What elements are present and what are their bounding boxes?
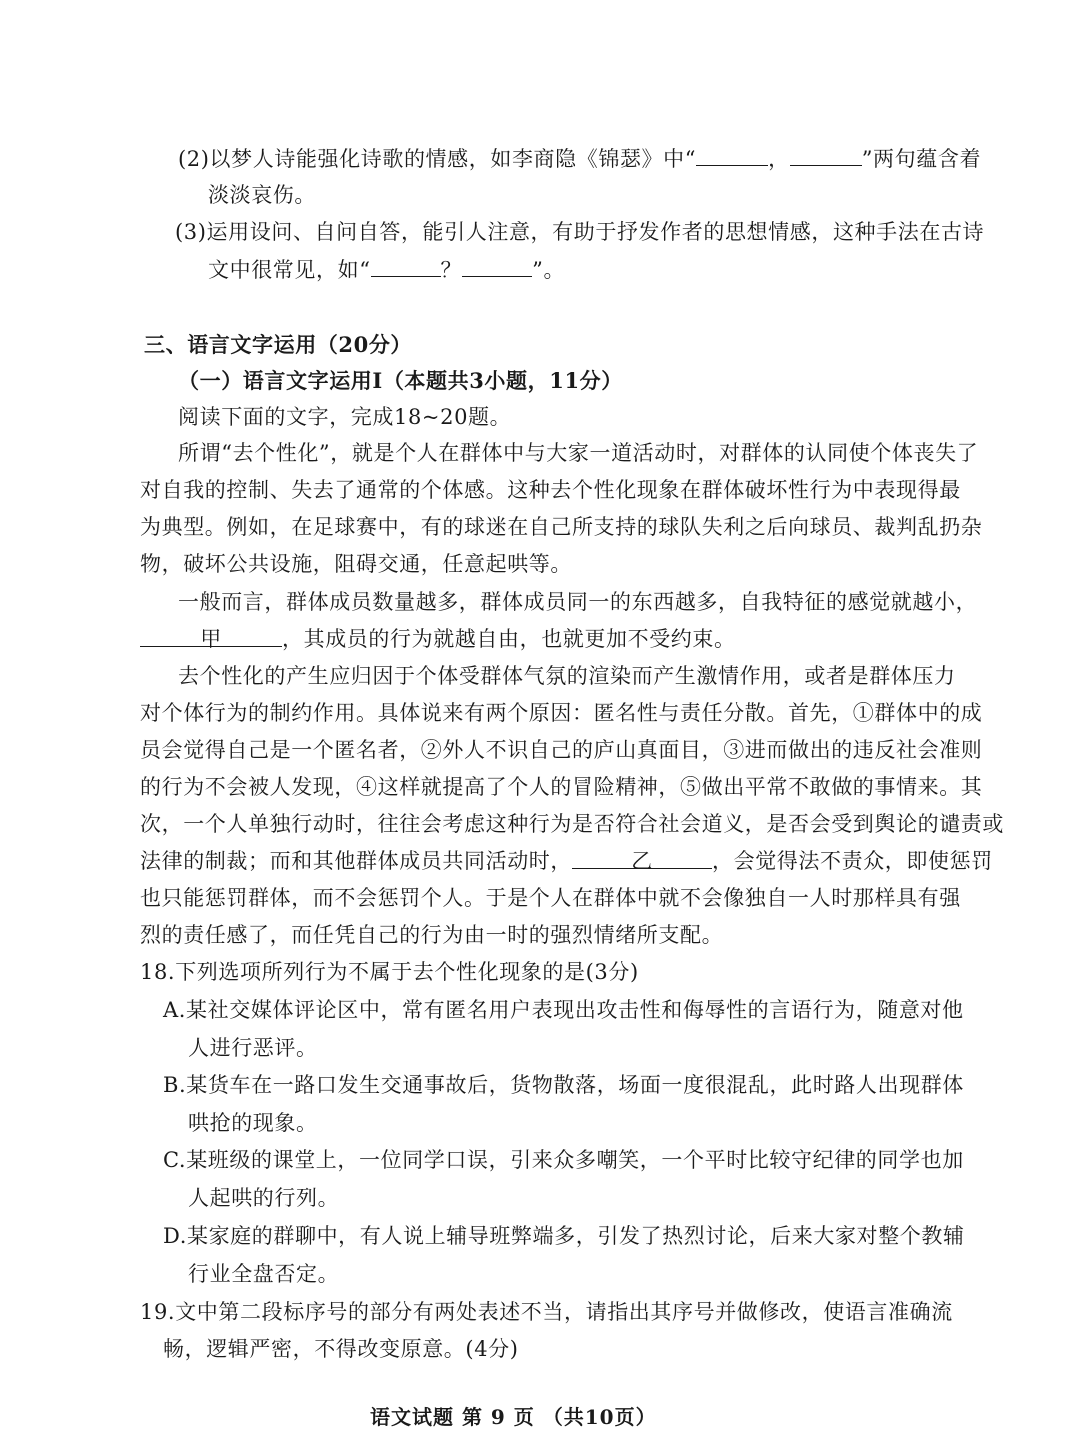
q18-option-c: C.某班级的课堂上，一位同学口误，引来众多嘲笑，一个平时比较守纪律的同学也加 xyxy=(163,1148,964,1172)
passage-line: 甲 ，其成员的行为就越自由，也就更加不受约束。 xyxy=(140,624,736,654)
page-footer: 语文试题 第 9 页 （共10页） xyxy=(370,1405,657,1429)
q19-stem: 19.文中第二段标序号的部分有两处表述不当，请指出其序号并做修改，使语言准确流 xyxy=(140,1300,953,1324)
q18-option-d-cont: 行业全盘否定。 xyxy=(188,1262,340,1286)
passage-line: 也只能惩罚群体，而不会惩罚个人。于是个人在群体中就不会像独自一人时那样具有强 xyxy=(140,886,961,910)
passage-line: 的行为不会被人发现，④这样就提高了个人的冒险精神，⑤做出平常不敢做的事情来。其 xyxy=(140,775,983,799)
answer-blank xyxy=(371,254,441,277)
q18-option-a: A.某社交媒体评论区中，常有匿名用户表现出攻击性和侮辱性的言语行为，随意对他 xyxy=(163,998,964,1022)
passage-line: 对个体行为的制约作用。具体说来有两个原因：匿名性与责任分散。首先，①群体中的成 xyxy=(140,701,983,725)
q18-option-b: B.某货车在一路口发生交通事故后，货物散落，场面一度很混乱，此时路人出现群体 xyxy=(163,1073,964,1097)
q19-stem-cont: 畅，逻辑严密，不得改变原意。(4分) xyxy=(163,1337,519,1361)
passage-line: 为典型。例如，在足球赛中，有的球迷在自己所支持的球队失利之后向球员、裁判乱扔杂 xyxy=(140,515,983,539)
answer-blank xyxy=(696,143,768,166)
blank-jia: 甲 xyxy=(140,624,282,647)
passage-line: 法律的制裁；而和其他群体成员共同活动时， 乙 ，会觉得法不责众，即使惩罚 xyxy=(140,846,993,876)
passage-line: 次，一个人单独行动时，往往会考虑这种行为是否符合社会道义，是否会受到舆论的谴责或 xyxy=(140,812,1004,836)
passage-line: 所谓“去个性化”，就是个人在群体中与大家一道活动时，对群体的认同使个体丧失了 xyxy=(178,441,979,465)
q18-option-b-cont: 哄抢的现象。 xyxy=(188,1111,318,1135)
answer-blank xyxy=(462,254,532,277)
section-heading: 三、语言文字运用（20分） xyxy=(144,332,413,357)
passage-line: 物，破坏公共设施，阻碍交通，任意起哄等。 xyxy=(140,552,572,576)
passage-line: 一般而言，群体成员数量越多，群体成员同一的东西越多，自我特征的感觉就越小， xyxy=(178,590,978,614)
q18-option-a-cont: 人进行恶评。 xyxy=(188,1036,318,1060)
q17-item3: (3)运用设问、自问自答，能引人注意，有助于抒发作者的思想情感，这种手法在古诗 xyxy=(175,220,985,244)
answer-blank xyxy=(790,143,862,166)
q17-item3-cont: 文中很常见，如“ ？ ”。 xyxy=(208,254,565,285)
blank-yi: 乙 xyxy=(572,846,712,869)
q18-option-d: D.某家庭的群聊中，有人说上辅导班弊端多，引发了热烈讨论，后来大家对整个教辅 xyxy=(163,1224,965,1248)
q18-stem: 18.下列选项所列行为不属于去个性化现象的是(3分) xyxy=(140,960,639,984)
q17-item2-cont: 淡淡哀伤。 xyxy=(208,183,316,207)
passage-line: 对自我的控制、失去了通常的个体感。这种去个性化现象在群体破坏性行为中表现得最 xyxy=(140,478,961,502)
passage-line: 烈的责任感了，而任凭自己的行为由一时的强烈情绪所支配。 xyxy=(140,923,724,947)
instruction: 阅读下面的文字，完成18~20题。 xyxy=(178,405,512,429)
passage-line: 去个性化的产生应归因于个体受群体气氛的渲染而产生激情作用，或者是群体压力 xyxy=(178,664,956,688)
passage-line: 员会觉得自己是一个匿名者，②外人不识自己的庐山真面目，③进而做出的违反社会准则 xyxy=(140,738,983,762)
q18-option-c-cont: 人起哄的行列。 xyxy=(188,1186,340,1210)
sub-heading: （一）语言文字运用Ⅰ（本题共3小题，11分） xyxy=(178,368,623,393)
q17-item2: (2)以梦人诗能强化诗歌的情感，如李商隐《锦瑟》中“ ， ”两句蕴含着 xyxy=(178,143,981,174)
